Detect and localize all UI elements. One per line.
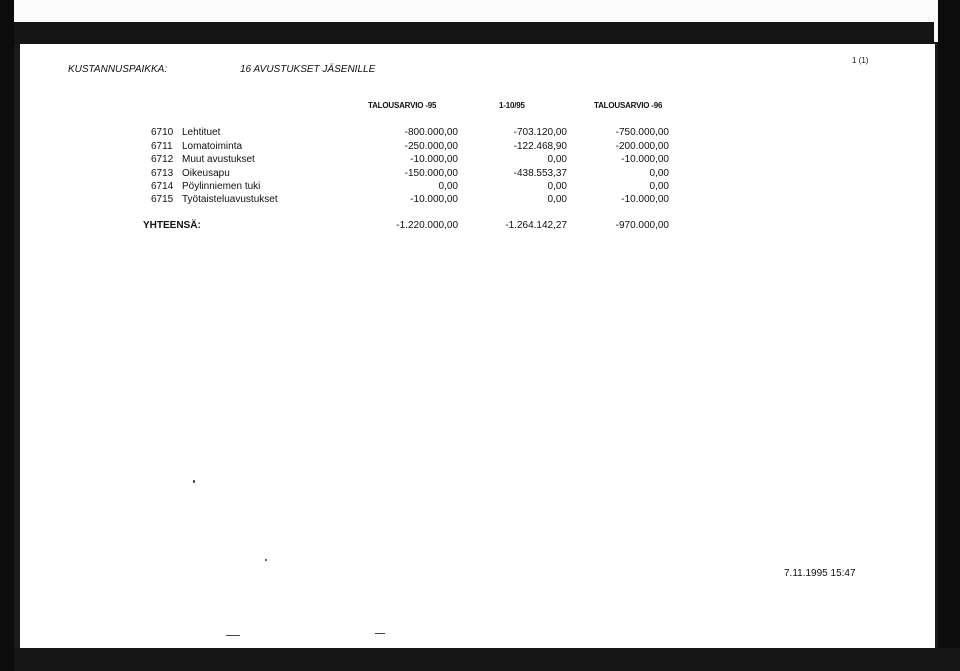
budget-96-value: 0,00 — [649, 181, 669, 192]
actual-1-10-95-value: -122.468,90 — [513, 141, 567, 152]
account-name: Työtaisteluavustukset — [182, 194, 278, 205]
report-page — [20, 44, 935, 648]
table-row — [20, 127, 935, 141]
budget-95-value: -10.000,00 — [410, 194, 458, 205]
budget-95-value: -250.000,00 — [404, 141, 458, 152]
account-name: Oikeusapu — [182, 168, 230, 179]
account-code: 6713 — [151, 168, 174, 179]
column-header-budget-95: TALOUSARVIO -95 — [368, 101, 437, 110]
cost-center-value: 16 AVUSTUKSET JÄSENILLE — [240, 64, 376, 75]
account-name: Pöylinniemen tuki — [182, 181, 261, 192]
account-code: 6715 — [151, 194, 174, 205]
budget-95-value: -800.000,00 — [404, 127, 458, 138]
account-code: 6711 — [151, 141, 173, 152]
budget-95-value: -150.000,00 — [404, 168, 458, 179]
budget-96-value: -750.000,00 — [615, 127, 669, 138]
scan-speck — [265, 559, 267, 561]
scan-mark — [375, 633, 385, 634]
actual-1-10-95-value: 0,00 — [547, 154, 567, 165]
scan-right-edge — [938, 0, 960, 671]
column-header-actual-1-10-95: 1-10/95 — [499, 101, 525, 110]
total-budget-95: -1.220.000,00 — [396, 220, 458, 231]
scan-top-edge — [14, 22, 934, 44]
budget-96-value: 0,00 — [649, 168, 669, 179]
cost-center-label: KUSTANNUSPAIKKA: — [68, 64, 168, 75]
table-row — [20, 141, 935, 155]
budget-96-value: -10.000,00 — [621, 194, 669, 205]
actual-1-10-95-value: 0,00 — [547, 194, 567, 205]
account-name: Lehtituet — [182, 127, 221, 138]
actual-1-10-95-value: -438.553,37 — [513, 168, 567, 179]
scan-left-edge — [0, 0, 14, 671]
budget-95-value: 0,00 — [438, 181, 458, 192]
total-label: YHTEENSÄ: — [143, 220, 201, 231]
actual-1-10-95-value: 0,00 — [547, 181, 567, 192]
total-budget-96: -970.000,00 — [615, 220, 669, 231]
account-name: Muut avustukset — [182, 154, 255, 165]
scan-speck — [193, 480, 195, 483]
column-header-budget-96: TALOUSARVIO -96 — [594, 101, 663, 110]
total-actual-1-10-95: -1.264.142,27 — [505, 220, 567, 231]
table-row — [20, 154, 935, 168]
table-row — [20, 168, 935, 182]
print-timestamp: 7.11.1995 15:47 — [784, 568, 856, 579]
table-row — [20, 194, 935, 208]
scan-bottom-edge — [14, 648, 960, 671]
budget-95-value: -10.000,00 — [410, 154, 458, 165]
budget-96-value: -10.000,00 — [621, 154, 669, 165]
account-name: Lomatoiminta — [182, 141, 243, 152]
scan-mark — [226, 635, 240, 636]
actual-1-10-95-value: -703.120,00 — [513, 127, 567, 138]
budget-96-value: -200.000,00 — [615, 141, 669, 152]
account-code: 6712 — [151, 154, 174, 165]
total-row — [20, 220, 935, 234]
page-number: 1 (1) — [852, 56, 869, 65]
account-code: 6714 — [151, 181, 174, 192]
table-row — [20, 181, 935, 195]
account-code: 6710 — [151, 127, 174, 138]
